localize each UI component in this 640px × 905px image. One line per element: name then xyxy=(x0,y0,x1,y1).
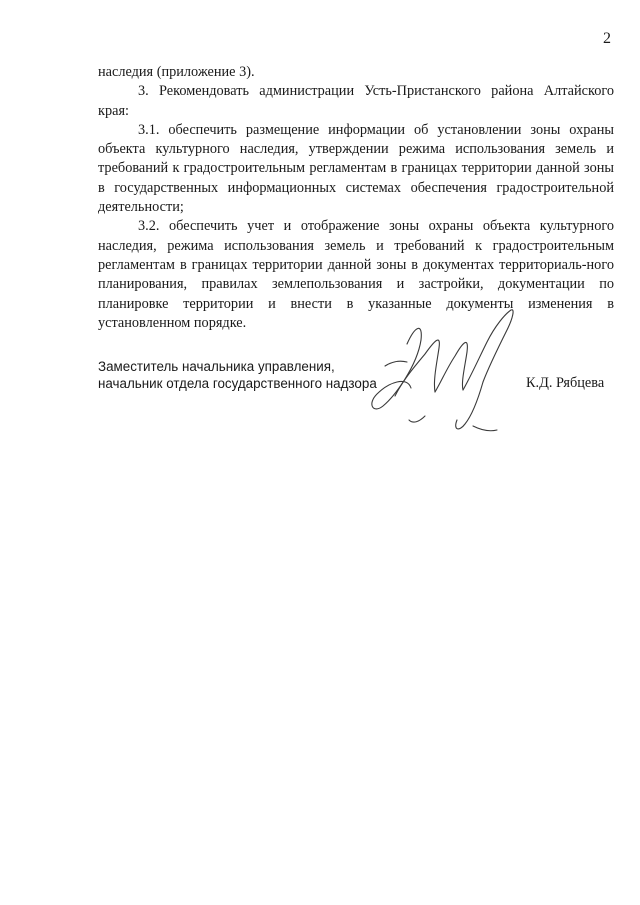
paragraph-item-3: 3. Рекомендовать администрации Усть-Пристанского района Алтайского края: xyxy=(98,83,614,119)
document-body xyxy=(98,63,614,333)
handwritten-signature xyxy=(355,296,540,441)
signer-name: К.Д. Рябцева xyxy=(526,375,605,391)
paragraph-item-3-1: 3.1. обеспечить размещение информации об установлении зоны охраны объекта культурного наследия, утверждении режима использования земель и требований к градостроительным регламентам в границах территории данной зоны в государственных информационных системах обеспечения градостроительной деятельности; xyxy=(98,121,614,216)
paragraph-continuation: наследия (приложение 3). xyxy=(98,64,255,80)
paragraph-item-3-2: 3.2. обеспечить учет и отображение зоны охраны объекта культурного наследия, режима использования земель и требований к градостроительным регламентам в границах территории данной зоны в документах территориаль-ного планирования, правилах землепользования и застройки, документации по планировке территории и внести в указанные документы изменения в установленном порядке. xyxy=(98,218,614,331)
page-number: 2 xyxy=(603,30,611,47)
signatory-position xyxy=(98,358,377,392)
position-line-1: Заместитель начальника управления, xyxy=(98,359,335,374)
position-line-2: начальник отдела государственного надзора xyxy=(98,376,377,391)
